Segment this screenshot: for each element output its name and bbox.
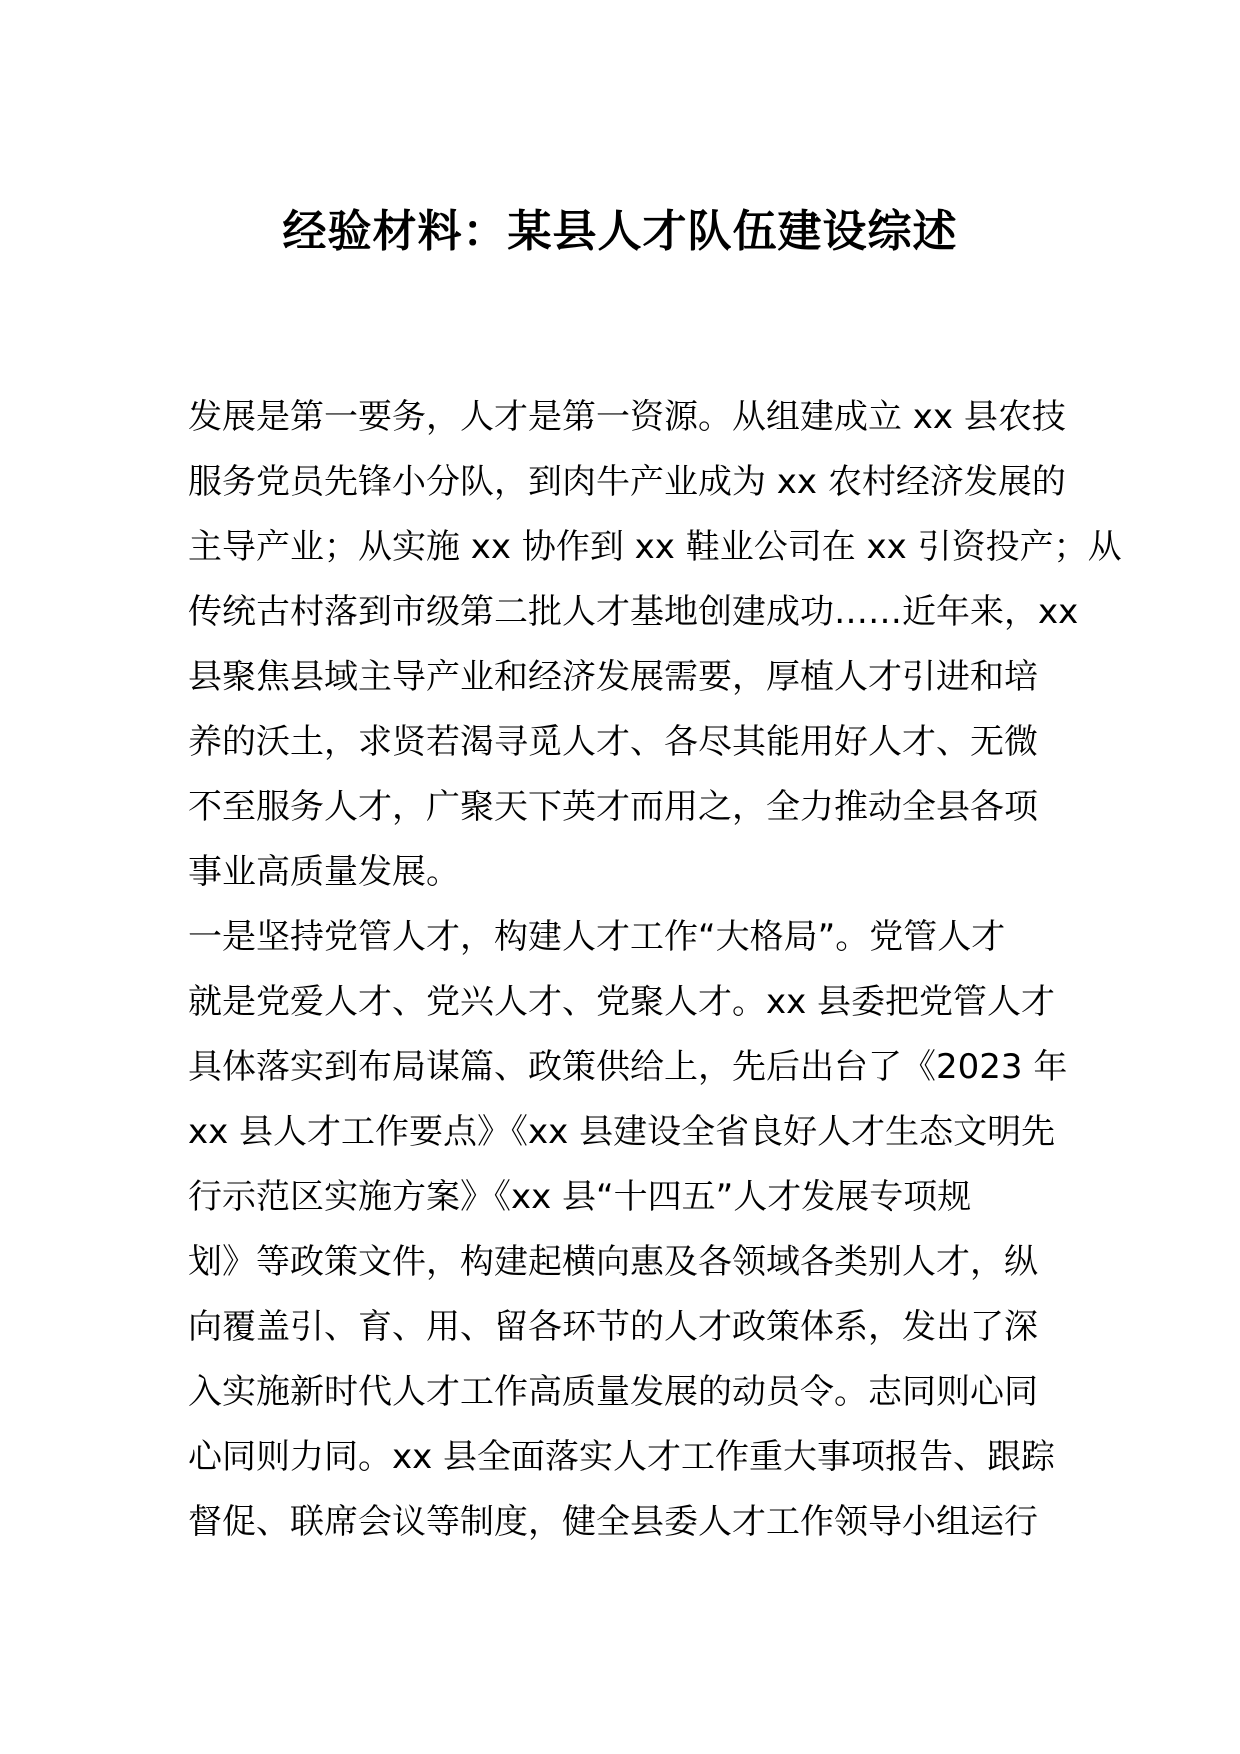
- body-line: 行示范区实施方案》《xx 县“十四五”人才发展专项规: [188, 1177, 972, 1217]
- document-body: [188, 385, 1122, 1555]
- body-line: 发展是第一要务，人才是第一资源。从组建成立 xx 县农技: [188, 397, 1066, 437]
- body-line: 具体落实到布局谋篇、政策供给上，先后出台了《2023 年: [188, 1047, 1068, 1087]
- body-line: 向覆盖引、育、用、留各环节的人才政策体系，发出了深: [188, 1307, 1038, 1347]
- body-line: 养的沃土，求贤若渴寻觅人才、各尽其能用好人才、无微: [188, 722, 1038, 762]
- body-line: 心同则力同。xx 县全面落实人才工作重大事项报告、跟踪: [188, 1437, 1056, 1477]
- body-line: 事业高质量发展。: [188, 852, 460, 892]
- body-line: 划》等政策文件，构建起横向惠及各领域各类别人才，纵: [188, 1242, 1038, 1282]
- body-line: 主导产业；从实施 xx 协作到 xx 鞋业公司在 xx 引资投产；从: [188, 527, 1122, 567]
- body-line: 就是党爱人才、党兴人才、党聚人才。xx 县委把党管人才: [188, 982, 1056, 1022]
- body-line: 县聚焦县域主导产业和经济发展需要，厚植人才引进和培: [188, 657, 1038, 697]
- body-line: 督促、联席会议等制度，健全县委人才工作领导小组运行: [188, 1502, 1038, 1542]
- body-line: 不至服务人才，广聚天下英才而用之，全力推动全县各项: [188, 787, 1038, 827]
- body-line: 服务党员先锋小分队，到肉牛产业成为 xx 农村经济发展的: [188, 462, 1066, 502]
- body-line: 入实施新时代人才工作高质量发展的动员令。志同则心同: [188, 1372, 1038, 1412]
- body-line: 传统古村落到市级第二批人才基地创建成功……近年来，xx: [188, 592, 1079, 632]
- body-line: xx 县人才工作要点》《xx 县建设全省良好人才生态文明先: [188, 1112, 1056, 1152]
- body-line: 一是坚持党管人才，构建人才工作“大格局”。党管人才: [188, 917, 1006, 957]
- document-title: 经验材料：某县人才队伍建设综述: [282, 206, 958, 257]
